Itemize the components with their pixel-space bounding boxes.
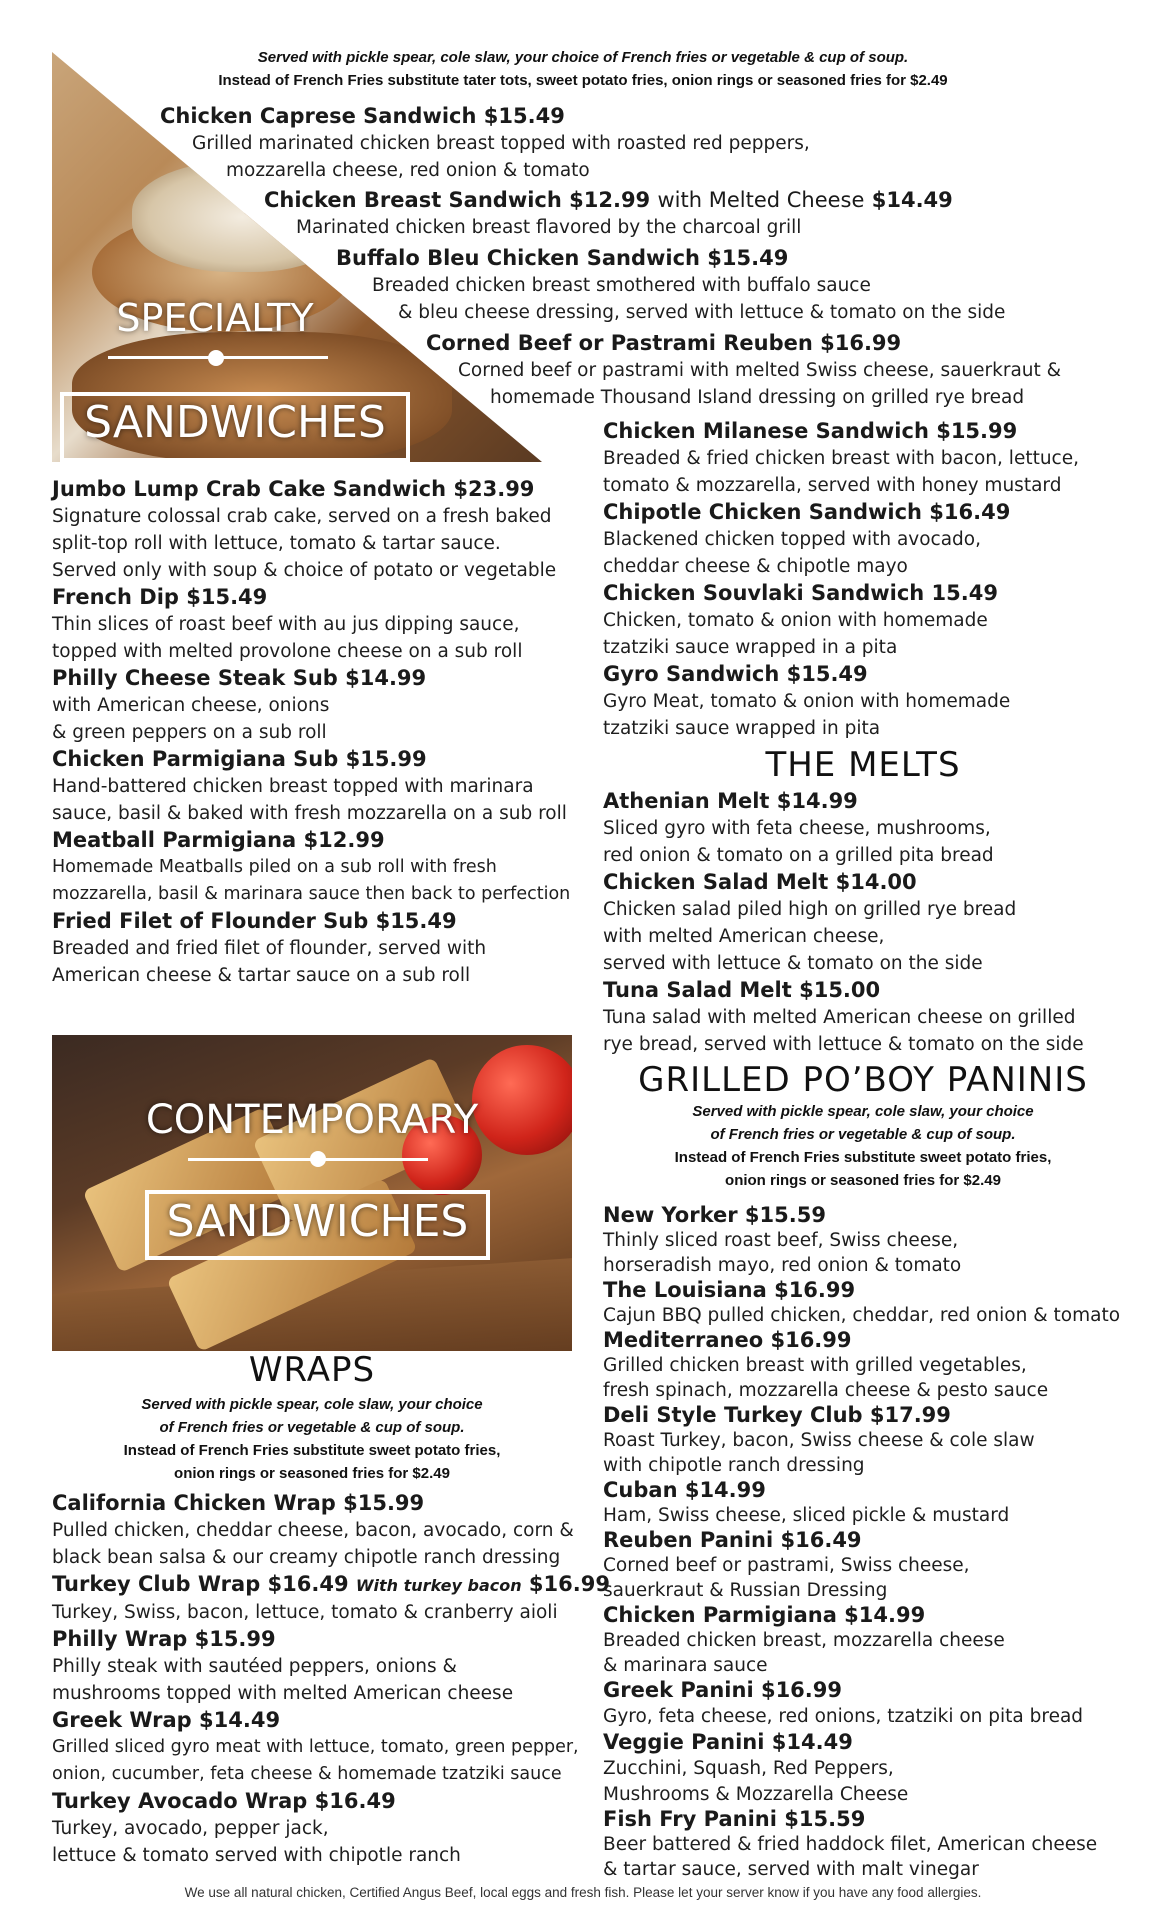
contemporary-title-top: CONTEMPORARY — [145, 1097, 479, 1143]
item-name: Turkey Club Wrap $16.49 — [52, 1572, 349, 1596]
item-name: New Yorker $15.59 — [603, 1203, 826, 1227]
menu-item — [52, 908, 570, 989]
menu-item — [52, 746, 570, 827]
item-desc: Hand-battered chicken breast topped with marinara — [52, 776, 534, 797]
item-desc: Marinated chicken breast flavored by the charcoal grill — [296, 217, 802, 238]
wraps-note-4: onion rings or seasoned fries for $2.49 — [174, 1465, 450, 1482]
item-name: Cuban $14.99 — [603, 1478, 766, 1502]
item-desc: topped with melted provolone cheese on a sub roll — [52, 641, 523, 662]
item-desc: served with lettuce & tomato on the side — [603, 953, 983, 974]
paninis-note-3: Instead of French Fries substitute sweet potato fries, — [674, 1149, 1052, 1166]
specialty-right-list — [603, 418, 1079, 742]
item-desc: Turkey, Swiss, bacon, lettuce, tomato & cranberry aioli — [52, 1602, 558, 1623]
item-name: Corned Beef or Pastrami Reuben $16.99 — [426, 331, 902, 355]
item-desc: black bean salsa & our creamy chipotle ranch dressing — [52, 1547, 561, 1568]
item-desc: sauerkraut & Russian Dressing — [603, 1580, 888, 1601]
menu-item — [603, 1403, 1120, 1478]
item-name: Chicken Parmigiana Sub $15.99 — [52, 747, 427, 771]
item-name: Chipotle Chicken Sandwich $16.49 — [603, 500, 1011, 524]
wraps-note-3: Instead of French Fries substitute sweet potato fries, — [123, 1442, 501, 1459]
contemporary-title-rule — [188, 1158, 428, 1161]
item-desc: & tartar sauce, served with malt vinegar — [603, 1859, 979, 1880]
specialty-left-list — [52, 476, 570, 989]
menu-item — [52, 1626, 610, 1707]
item-name: Philly Wrap $15.99 — [52, 1627, 276, 1651]
menu-item — [264, 187, 953, 241]
menu-item — [426, 330, 1061, 411]
paninis-note-4: onion rings or seasoned fries for $2.49 — [725, 1172, 1001, 1189]
contemporary-title-bottom: SANDWICHES — [166, 1196, 469, 1247]
item-desc: cheddar cheese & chipotle mayo — [603, 556, 908, 577]
item-extra: with Melted Cheese — [657, 188, 865, 212]
paninis-list — [603, 1203, 1120, 1882]
item-desc: with American cheese, onions — [52, 695, 330, 716]
menu-item — [52, 827, 570, 908]
header-note-2: Instead of French Fries substitute tater tots, sweet potato fries, onion rings or seasoned fries for $2.49 — [218, 72, 948, 89]
item-name: California Chicken Wrap $15.99 — [52, 1491, 425, 1515]
item-desc: onion, cucumber, feta cheese & homemade tzatziki sauce — [52, 1764, 562, 1784]
item-desc: Grilled sliced gyro meat with lettuce, tomato, green pepper, — [52, 1737, 579, 1757]
item-desc: Cajun BBQ pulled chicken, cheddar, red onion & tomato — [603, 1305, 1121, 1326]
item-desc: Grilled marinated chicken breast topped with roasted red peppers, — [192, 133, 810, 154]
item-desc: Gyro, feta cheese, red onions, tzatziki on pita bread — [603, 1706, 1084, 1727]
menu-item — [603, 977, 1084, 1058]
item-name: Jumbo Lump Crab Cake Sandwich $23.99 — [52, 477, 535, 501]
item-name: Athenian Melt $14.99 — [603, 789, 858, 813]
item-desc: lettuce & tomato served with chipotle ranch — [52, 1845, 461, 1866]
menu-item — [52, 1571, 610, 1626]
item-desc: Beer battered & fried haddock filet, American cheese — [603, 1834, 1098, 1855]
item-desc: & green peppers on a sub roll — [52, 722, 327, 743]
item-desc: & bleu cheese dressing, served with lettuce & tomato on the side — [398, 302, 1006, 323]
item-desc: Chicken salad piled high on grilled rye bread — [603, 899, 1017, 920]
paninis-note-1: Served with pickle spear, cole slaw, your choice — [692, 1103, 1034, 1120]
item-desc: Corned beef or pastrami, Swiss cheese, — [603, 1555, 970, 1576]
item-desc: Ham, Swiss cheese, sliced pickle & mustard — [603, 1505, 1010, 1526]
item-desc: American cheese & tartar sauce on a sub roll — [52, 965, 471, 986]
item-name: Reuben Panini $16.49 — [603, 1528, 862, 1552]
item-desc: red onion & tomato on a grilled pita bread — [603, 845, 994, 866]
item-desc: mushrooms topped with melted American cheese — [52, 1683, 514, 1704]
menu-item — [52, 476, 570, 584]
item-desc: Breaded and fried filet of flounder, served with — [52, 938, 487, 959]
item-desc: Homemade Meatballs piled on a sub roll with fresh — [52, 857, 497, 877]
item-desc: Pulled chicken, cheddar cheese, bacon, avocado, corn & — [52, 1520, 574, 1541]
item-name: Tuna Salad Melt $15.00 — [603, 978, 881, 1002]
item-desc: with chipotle ranch dressing — [603, 1455, 865, 1476]
melts-list — [603, 788, 1084, 1058]
item-name: Chicken Caprese Sandwich $15.49 — [160, 104, 565, 128]
wraps-list — [52, 1490, 610, 1869]
menu-item — [52, 1707, 610, 1788]
menu-item — [603, 1478, 1120, 1528]
menu-item — [603, 869, 1084, 977]
item-desc: Tuna salad with melted American cheese on grilled — [603, 1007, 1076, 1028]
menu-item — [603, 1528, 1120, 1603]
specialty-title-top: SPECIALTY — [116, 296, 314, 340]
menu-item — [52, 1490, 610, 1571]
item-name: Chicken Milanese Sandwich $15.99 — [603, 419, 1018, 443]
item-name: Philly Cheese Steak Sub $14.99 — [52, 666, 427, 690]
wraps-note-1: Served with pickle spear, cole slaw, your choice — [141, 1396, 483, 1413]
specialty-title-dot — [208, 350, 224, 366]
menu-item — [603, 1278, 1120, 1328]
menu-item — [336, 245, 1005, 326]
header-note-1: Served with pickle spear, cole slaw, your choice of French fries or vegetable & cup of soup. — [257, 49, 909, 66]
item-name: The Louisiana $16.99 — [603, 1278, 856, 1302]
item-desc: homemade Thousand Island dressing on grilled rye bread — [490, 387, 1025, 408]
item-name: Greek Wrap $14.49 — [52, 1708, 281, 1732]
specialty-title-bottom: SANDWICHES — [84, 397, 386, 448]
item-name: Chicken Parmigiana $14.99 — [603, 1603, 926, 1627]
item-desc: tzatziki sauce wrapped in a pita — [603, 637, 898, 658]
item-desc: tzatziki sauce wrapped in pita — [603, 718, 881, 739]
menu-item — [603, 580, 1079, 661]
item-name: French Dip $15.49 — [52, 585, 268, 609]
menu-item — [603, 418, 1079, 499]
item-desc: Signature colossal crab cake, served on a fresh baked — [52, 506, 552, 527]
item-desc: mozzarella cheese, red onion & tomato — [226, 160, 590, 181]
paninis-note-2: of French fries or vegetable & cup of soup. — [710, 1126, 1016, 1143]
menu-item — [52, 1788, 610, 1869]
footer-note: We use all natural chicken, Certified Angus Beef, local eggs and fresh fish. Please let your server know if you have any food allergies. — [184, 1885, 982, 1900]
item-name: Chicken Breast Sandwich $12.99 — [264, 188, 651, 212]
menu-item — [603, 1730, 1120, 1807]
menu-item — [603, 1203, 1120, 1278]
item-desc: Breaded chicken breast, mozzarella cheese — [603, 1630, 1005, 1651]
wraps-title: WRAPS — [248, 1350, 376, 1390]
item-desc: mozzarella, basil & marinara sauce then back to perfection — [52, 884, 571, 904]
item-desc: Turkey, avocado, pepper jack, — [52, 1818, 329, 1839]
item-desc: rye bread, served with lettuce & tomato on the side — [603, 1034, 1084, 1055]
item-desc: Served only with soup & choice of potato or vegetable — [52, 560, 557, 581]
item-name: Deli Style Turkey Club $17.99 — [603, 1403, 951, 1427]
item-extra: With turkey bacon — [355, 1576, 522, 1595]
menu-item — [160, 103, 810, 184]
item-desc: & marinara sauce — [603, 1655, 768, 1676]
item-desc: split-top roll with lettuce, tomato & tartar sauce. — [52, 533, 501, 554]
item-name: Gyro Sandwich $15.49 — [603, 662, 868, 686]
item-desc: Roast Turkey, bacon, Swiss cheese & cole slaw — [603, 1430, 1035, 1451]
menu-item — [603, 1328, 1120, 1403]
item-name: Meatball Parmigiana $12.99 — [52, 828, 385, 852]
item-desc: Gyro Meat, tomato & onion with homemade — [603, 691, 1011, 712]
item-desc: tomato & mozzarella, served with honey mustard — [603, 475, 1062, 496]
item-price2: $14.49 — [871, 188, 953, 212]
item-desc: Mushrooms & Mozzarella Cheese — [603, 1784, 909, 1805]
item-desc: Thin slices of roast beef with au jus dipping sauce, — [52, 614, 520, 635]
item-desc: Breaded & fried chicken breast with bacon, lettuce, — [603, 448, 1079, 469]
menu-item — [603, 499, 1079, 580]
item-desc: Grilled chicken breast with grilled vegetables, — [603, 1355, 1027, 1376]
item-name: Fried Filet of Flounder Sub $15.49 — [52, 909, 457, 933]
item-desc: Breaded chicken breast smothered with buffalo sauce — [372, 275, 871, 296]
item-desc: horseradish mayo, red onion & tomato — [603, 1255, 962, 1276]
item-name: Fish Fry Panini $15.59 — [603, 1807, 866, 1831]
menu-item — [603, 788, 1084, 869]
item-price2: $16.99 — [528, 1572, 610, 1596]
menu-item — [52, 665, 570, 746]
item-desc: Chicken, tomato & onion with homemade — [603, 610, 988, 631]
menu-item — [52, 584, 570, 665]
item-name: Buffalo Bleu Chicken Sandwich $15.49 — [336, 246, 789, 270]
menu-item — [603, 1678, 1120, 1730]
menu-item — [603, 1807, 1120, 1882]
item-desc: Blackened chicken topped with avocado, — [603, 529, 982, 550]
item-desc: sauce, basil & baked with fresh mozzarella on a sub roll — [52, 803, 567, 824]
melts-title: THE MELTS — [765, 745, 961, 785]
paninis-title: GRILLED PO’BOY PANINIS — [638, 1060, 1088, 1100]
menu-item — [603, 1603, 1120, 1678]
item-desc: Corned beef or pastrami with melted Swiss cheese, sauerkraut & — [458, 360, 1062, 381]
item-desc: Zucchini, Squash, Red Peppers, — [603, 1758, 894, 1779]
wraps-note-2: of French fries or vegetable & cup of soup. — [159, 1419, 465, 1436]
item-desc: Philly steak with sautéed peppers, onions & — [52, 1656, 457, 1677]
contemporary-title-dot — [310, 1151, 326, 1167]
item-name: Chicken Salad Melt $14.00 — [603, 870, 917, 894]
item-desc: with melted American cheese, — [603, 926, 885, 947]
item-desc: Sliced gyro with feta cheese, mushrooms, — [603, 818, 991, 839]
menu-item — [603, 661, 1079, 742]
item-name: Chicken Souvlaki Sandwich 15.49 — [603, 581, 998, 605]
item-desc: fresh spinach, mozzarella cheese & pesto sauce — [603, 1380, 1049, 1401]
item-name: Greek Panini $16.99 — [603, 1678, 842, 1702]
item-name: Mediterraneo $16.99 — [603, 1328, 852, 1352]
item-desc: Thinly sliced roast beef, Swiss cheese, — [603, 1230, 959, 1251]
item-name: Veggie Panini $14.49 — [603, 1730, 853, 1754]
item-name: Turkey Avocado Wrap $16.49 — [52, 1789, 396, 1813]
